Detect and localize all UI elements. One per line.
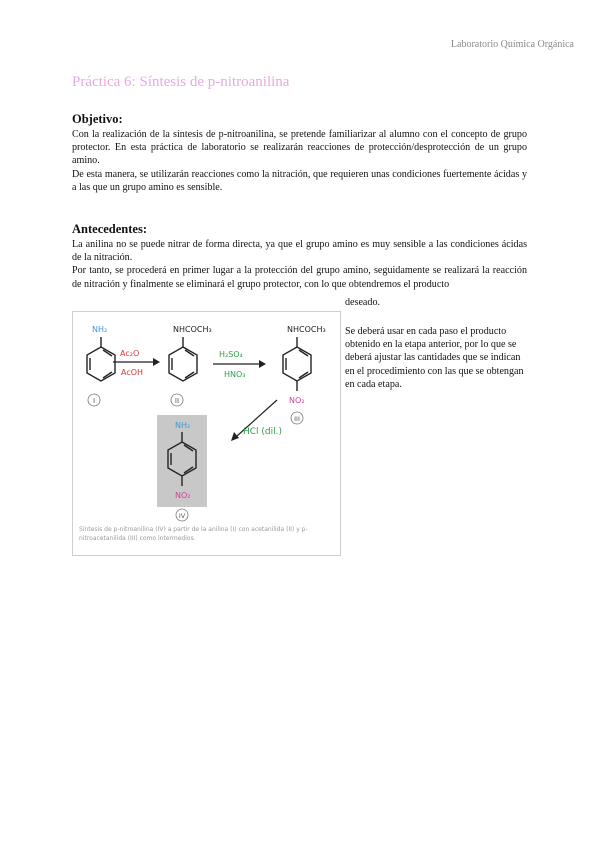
reagent-2a: H₂SO₄ (219, 350, 243, 359)
compound-number-2: II (174, 397, 180, 405)
arrow-1-head (153, 358, 160, 366)
objetivo-paragraph-1: Con la realización de la síntesis de p-nitroanilina, se pretende familiarizar al alumno con el concepto de grupo protector. En esta práctica de laboratorio se realizarán reacciones de protección/desprotección de un grupo amino. (72, 129, 527, 167)
reagent-1a: Ac₂O (120, 349, 140, 358)
reaction-scheme-drawing (73, 312, 340, 555)
reaction-scheme-figure (72, 311, 341, 556)
benzene-ring-2 (169, 337, 197, 381)
reagent-2b: HNO₃ (224, 370, 246, 379)
objetivo-heading: Objetivo: (72, 112, 123, 126)
arrow-2-head (259, 360, 266, 368)
objetivo-text (72, 128, 527, 194)
benzene-ring-1 (87, 337, 115, 381)
nh2-label-4: NH₂ (175, 421, 191, 430)
antecedentes-heading: Antecedentes: (72, 222, 147, 236)
nhcoch3-label-3: NHCOCH₃ (287, 325, 326, 334)
reagent-3: HCl (dil.) (243, 427, 283, 437)
arrow-3-head (231, 432, 239, 441)
no2-label-4: NO₂ (175, 491, 191, 500)
antecedentes-paragraph-2-end: deseado. (345, 297, 381, 308)
page-title: Práctica 6: Síntesis de p-nitroanilina (72, 74, 290, 90)
header-lab-name: Laboratorio Química Orgánica (450, 39, 574, 50)
antecedentes-paragraph-1: La anilina no se puede nitrar de forma directa, ya que el grupo amino es muy sensible a las condiciones ácidas de la nitración. (72, 239, 527, 264)
compound-number-1: I (92, 397, 96, 405)
nhcoch3-label-2: NHCOCH₃ (173, 325, 212, 334)
antecedentes-text (72, 238, 527, 291)
compound-number-4: IV (178, 512, 186, 520)
objetivo-paragraph-2: De esta manera, se utilizarán reacciones como la nitración, que requieren unas condiciones fuertemente ácidas y a las que un grupo amino es sensible. (72, 168, 527, 193)
side-note: Se deberá usar en cada paso el producto obtenido en la etapa anterior, por lo que se deberá ajustar las cantidades que se indican en el procedimiento con las que se obtengan en cada etapa. (345, 326, 524, 390)
reagent-1b: AcOH (121, 368, 144, 377)
compound-number-3: III (294, 415, 300, 423)
benzene-ring-3 (283, 337, 311, 391)
antecedentes-paragraph-2: Por tanto, se procederá en primer lugar a la protección del grupo amino, seguidamente se realizará la reacción de nitración y finalmente se eliminará el grupo protector, con lo que obtendremos el producto (72, 265, 527, 290)
no2-label-3: NO₂ (289, 396, 305, 405)
nh2-label-1: NH₂ (92, 325, 108, 334)
figure-caption: Síntesis de p-nitroanilina (IV) a partir de la anilina (I) con acetanilida (II) y p-nitroacetanilida (III) como intermedios. (79, 526, 308, 542)
